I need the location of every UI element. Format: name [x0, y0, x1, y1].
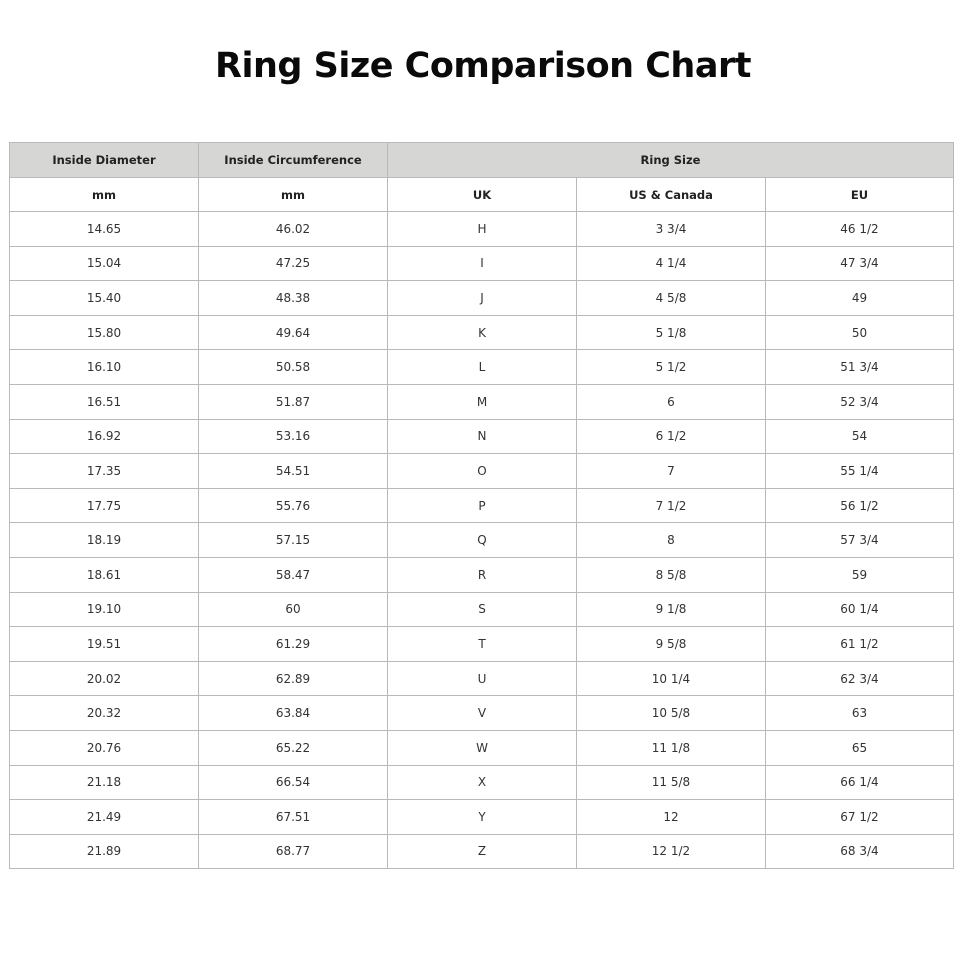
- cell-uk: Y: [388, 800, 577, 835]
- table-row: [10, 696, 954, 731]
- cell-circumference: 62.89: [199, 661, 388, 696]
- cell-diameter: 17.35: [10, 454, 199, 489]
- cell-circumference: 63.84: [199, 696, 388, 731]
- header-inside-diameter: Inside Diameter: [10, 143, 199, 178]
- cell-us-canada: 4 1/4: [577, 246, 766, 281]
- cell-uk: H: [388, 212, 577, 247]
- cell-diameter: 21.49: [10, 800, 199, 835]
- table-row: [10, 246, 954, 281]
- cell-eu: 62 3/4: [766, 661, 954, 696]
- cell-uk: J: [388, 281, 577, 316]
- cell-uk: Q: [388, 523, 577, 558]
- cell-diameter: 17.75: [10, 488, 199, 523]
- cell-diameter: 15.04: [10, 246, 199, 281]
- subheader-circumference-unit: mm: [199, 178, 388, 212]
- cell-uk: R: [388, 557, 577, 592]
- cell-us-canada: 6: [577, 384, 766, 419]
- cell-uk: T: [388, 627, 577, 662]
- cell-diameter: 16.92: [10, 419, 199, 454]
- cell-circumference: 50.58: [199, 350, 388, 385]
- cell-us-canada: 7 1/2: [577, 488, 766, 523]
- table-row: [10, 661, 954, 696]
- cell-diameter: 21.89: [10, 834, 199, 869]
- cell-circumference: 68.77: [199, 834, 388, 869]
- cell-eu: 52 3/4: [766, 384, 954, 419]
- cell-us-canada: 6 1/2: [577, 419, 766, 454]
- cell-diameter: 20.76: [10, 730, 199, 765]
- cell-us-canada: 3 3/4: [577, 212, 766, 247]
- table-row: [10, 730, 954, 765]
- cell-diameter: 16.51: [10, 384, 199, 419]
- cell-circumference: 54.51: [199, 454, 388, 489]
- cell-diameter: 21.18: [10, 765, 199, 800]
- cell-circumference: 60: [199, 592, 388, 627]
- subheader-diameter-unit: mm: [10, 178, 199, 212]
- cell-circumference: 66.54: [199, 765, 388, 800]
- cell-circumference: 57.15: [199, 523, 388, 558]
- cell-eu: 56 1/2: [766, 488, 954, 523]
- table-row: [10, 800, 954, 835]
- cell-circumference: 47.25: [199, 246, 388, 281]
- cell-uk: O: [388, 454, 577, 489]
- chart-title: Ring Size Comparison Chart: [215, 46, 751, 86]
- cell-eu: 57 3/4: [766, 523, 954, 558]
- cell-us-canada: 12 1/2: [577, 834, 766, 869]
- cell-diameter: 20.02: [10, 661, 199, 696]
- table-row: [10, 281, 954, 316]
- ring-size-table: [9, 142, 954, 869]
- table-row: [10, 627, 954, 662]
- cell-diameter: 20.32: [10, 696, 199, 731]
- cell-circumference: 49.64: [199, 315, 388, 350]
- table-body: [10, 212, 954, 869]
- cell-diameter: 19.10: [10, 592, 199, 627]
- cell-us-canada: 10 5/8: [577, 696, 766, 731]
- cell-eu: 49: [766, 281, 954, 316]
- cell-circumference: 53.16: [199, 419, 388, 454]
- cell-circumference: 55.76: [199, 488, 388, 523]
- cell-us-canada: 11 5/8: [577, 765, 766, 800]
- cell-circumference: 46.02: [199, 212, 388, 247]
- cell-eu: 68 3/4: [766, 834, 954, 869]
- cell-us-canada: 11 1/8: [577, 730, 766, 765]
- cell-uk: U: [388, 661, 577, 696]
- cell-us-canada: 8 5/8: [577, 557, 766, 592]
- cell-uk: L: [388, 350, 577, 385]
- header-inside-circumference: Inside Circumference: [199, 143, 388, 178]
- cell-circumference: 61.29: [199, 627, 388, 662]
- subheader-eu: EU: [766, 178, 954, 212]
- cell-uk: I: [388, 246, 577, 281]
- table-row: [10, 212, 954, 247]
- cell-eu: 61 1/2: [766, 627, 954, 662]
- cell-us-canada: 9 1/8: [577, 592, 766, 627]
- subheader-uk: UK: [388, 178, 577, 212]
- group-header-row: [10, 143, 954, 178]
- header-ring-size: Ring Size: [388, 143, 954, 178]
- table-row: [10, 488, 954, 523]
- cell-circumference: 58.47: [199, 557, 388, 592]
- cell-eu: 47 3/4: [766, 246, 954, 281]
- table-row: [10, 523, 954, 558]
- cell-uk: N: [388, 419, 577, 454]
- cell-us-canada: 7: [577, 454, 766, 489]
- cell-uk: Z: [388, 834, 577, 869]
- cell-diameter: 16.10: [10, 350, 199, 385]
- cell-uk: K: [388, 315, 577, 350]
- cell-eu: 46 1/2: [766, 212, 954, 247]
- cell-us-canada: 5 1/2: [577, 350, 766, 385]
- cell-us-canada: 4 5/8: [577, 281, 766, 316]
- cell-uk: V: [388, 696, 577, 731]
- cell-eu: 55 1/4: [766, 454, 954, 489]
- cell-eu: 66 1/4: [766, 765, 954, 800]
- table-row: [10, 315, 954, 350]
- subheader-us-canada: US & Canada: [577, 178, 766, 212]
- cell-diameter: 15.80: [10, 315, 199, 350]
- cell-diameter: 15.40: [10, 281, 199, 316]
- cell-us-canada: 12: [577, 800, 766, 835]
- cell-circumference: 65.22: [199, 730, 388, 765]
- cell-uk: W: [388, 730, 577, 765]
- table-row: [10, 454, 954, 489]
- cell-eu: 54: [766, 419, 954, 454]
- cell-circumference: 67.51: [199, 800, 388, 835]
- cell-uk: M: [388, 384, 577, 419]
- cell-eu: 67 1/2: [766, 800, 954, 835]
- table-row: [10, 765, 954, 800]
- table-row: [10, 384, 954, 419]
- cell-eu: 51 3/4: [766, 350, 954, 385]
- table-row: [10, 350, 954, 385]
- cell-us-canada: 5 1/8: [577, 315, 766, 350]
- cell-uk: S: [388, 592, 577, 627]
- cell-eu: 65: [766, 730, 954, 765]
- cell-diameter: 18.61: [10, 557, 199, 592]
- sub-header-row: [10, 178, 954, 212]
- cell-circumference: 48.38: [199, 281, 388, 316]
- cell-us-canada: 10 1/4: [577, 661, 766, 696]
- cell-diameter: 14.65: [10, 212, 199, 247]
- cell-eu: 60 1/4: [766, 592, 954, 627]
- cell-diameter: 18.19: [10, 523, 199, 558]
- cell-eu: 63: [766, 696, 954, 731]
- cell-uk: X: [388, 765, 577, 800]
- cell-eu: 50: [766, 315, 954, 350]
- table-row: [10, 592, 954, 627]
- cell-us-canada: 8: [577, 523, 766, 558]
- cell-uk: P: [388, 488, 577, 523]
- cell-circumference: 51.87: [199, 384, 388, 419]
- table-row: [10, 834, 954, 869]
- cell-diameter: 19.51: [10, 627, 199, 662]
- cell-eu: 59: [766, 557, 954, 592]
- table-row: [10, 419, 954, 454]
- table-row: [10, 557, 954, 592]
- cell-us-canada: 9 5/8: [577, 627, 766, 662]
